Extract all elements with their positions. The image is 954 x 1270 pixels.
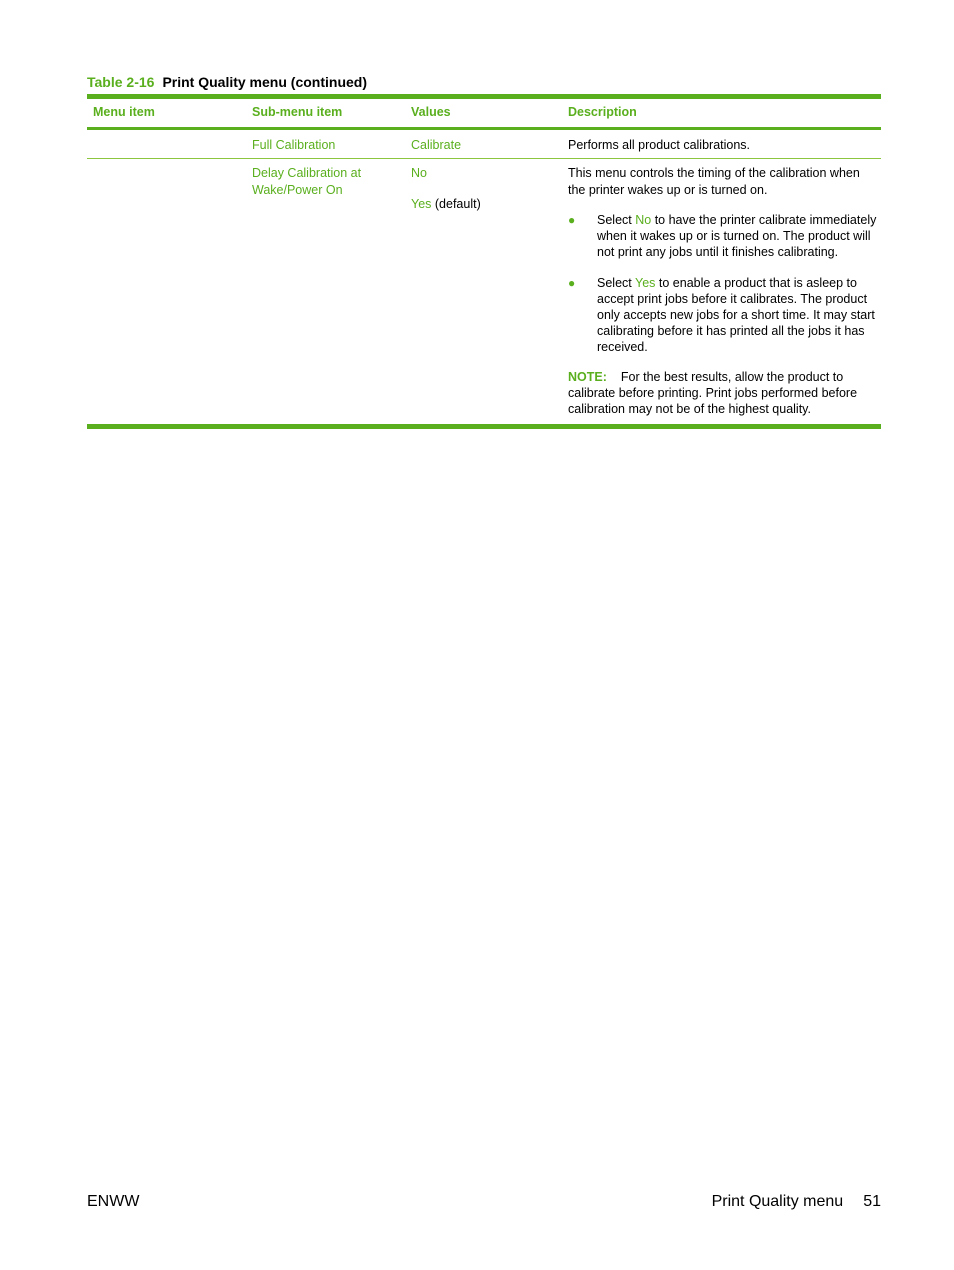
row1-description: Performs all product calibrations. xyxy=(568,138,751,152)
bullet-icon: ● xyxy=(568,276,576,290)
page-number: 51 xyxy=(863,1193,881,1210)
note-label: NOTE: xyxy=(568,370,607,384)
bullet-rest: to enable a product that is asleep to accept print jobs before it calibrates. The product only accepts new jobs for a short time. It may start calibrating before it has printed all the jobs it has received. xyxy=(597,276,875,354)
note-text: For the best results, allow the product to calibrate before printing. Print jobs performed before calibration may not be of the highest quality. xyxy=(568,370,858,416)
row2-value-default-label: (default) xyxy=(434,197,481,211)
row2-value-no[interactable]: No xyxy=(411,166,427,180)
row2-value-yes-line xyxy=(411,196,481,213)
bullet-prefix: Select xyxy=(597,276,632,290)
table-caption xyxy=(87,74,367,90)
bullet-prefix: Select xyxy=(597,213,632,227)
bullet-text xyxy=(597,275,879,355)
footer-section: Print Quality menu xyxy=(711,1193,844,1210)
footer-left: ENWW xyxy=(87,1193,140,1210)
row2-value-yes[interactable]: Yes xyxy=(411,197,432,211)
bullet-rest: to have the printer calibrate immediately when it wakes up or is turned on. The product will not print any jobs until it finishes calibrating. xyxy=(597,213,877,259)
table-number: Table 2-16 xyxy=(87,74,155,90)
header-sub-menu-item: Sub-menu item xyxy=(252,105,343,119)
bullet-icon: ● xyxy=(568,213,576,227)
bullet-keyword-yes[interactable]: Yes xyxy=(635,276,656,290)
row2-description: This menu controls the timing of the calibration when the printer wakes up or is turned on. xyxy=(568,166,860,197)
row1-value-calibrate[interactable]: Calibrate xyxy=(411,138,462,152)
header-rule xyxy=(87,127,881,130)
header-menu-item: Menu item xyxy=(93,105,155,119)
bullet-keyword-no[interactable]: No xyxy=(635,213,652,227)
footer-right xyxy=(712,1193,881,1211)
header-values: Values xyxy=(411,105,451,119)
row2-sub-menu-item[interactable]: Delay Calibration at Wake/Power On xyxy=(252,166,362,197)
header-description: Description xyxy=(568,105,637,119)
note xyxy=(568,369,876,417)
table-top-rule xyxy=(87,94,881,99)
row1-sub-menu-item[interactable]: Full Calibration xyxy=(252,138,336,152)
table-bottom-rule xyxy=(87,424,881,429)
row-divider xyxy=(87,158,881,159)
bullet-text xyxy=(597,212,879,260)
table-title: Print Quality menu (continued) xyxy=(162,74,367,90)
